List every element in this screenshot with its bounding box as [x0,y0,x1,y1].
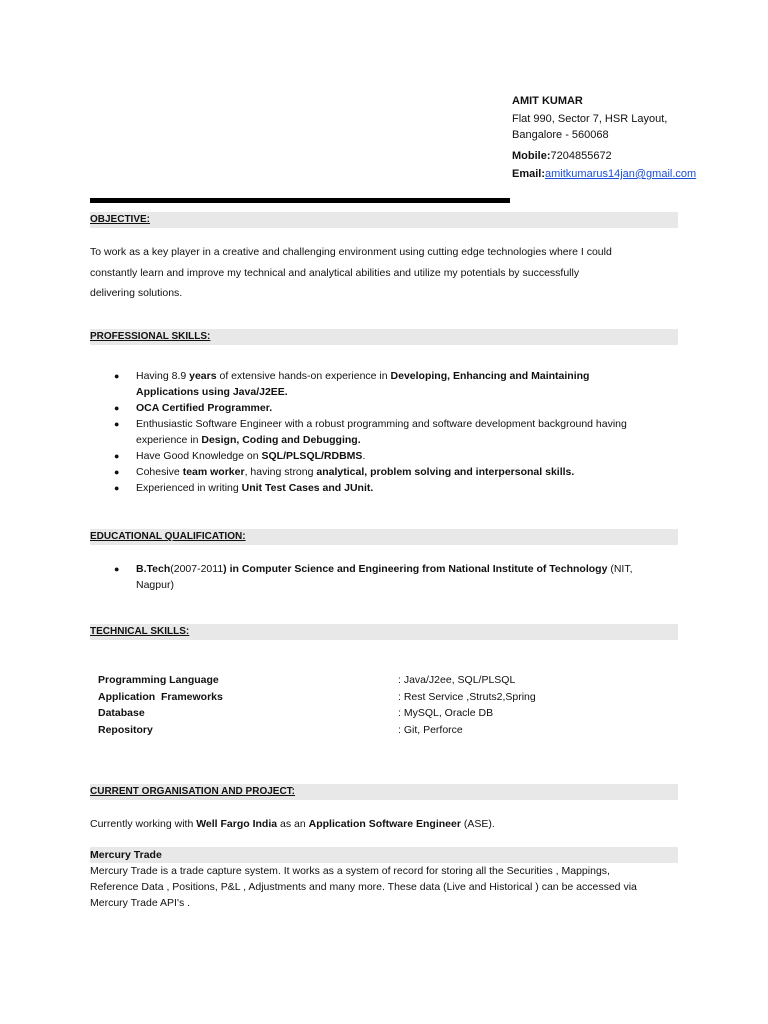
table-row [98,705,678,722]
org-text: (ASE). [460,818,495,830]
skill-values: : MySQL, Oracle DB [398,707,494,719]
skill-category: Programming Language [98,674,219,686]
current-organisation-heading: CURRENT ORGANISATION AND PROJECT: [90,784,678,800]
candidate-name: AMIT KUMAR [512,95,583,107]
bullet-icon: ● [114,451,120,461]
email-link[interactable]: amitkumarus14jan@gmail.com [545,168,697,180]
skill-emphasis: Applications using Java/J2EE. [136,386,288,398]
degree-name: B.Tech [136,563,171,575]
education-heading: EDUCATIONAL QUALIFICATION: [90,529,678,545]
objective-text [90,242,678,304]
degree-detail: ) in Computer Science and Engineering from National Institute of Technology [223,563,608,575]
address-line-1: Flat 990, Sector 7, HSR Layout, [512,113,668,125]
skill-text: of extensive hands-on experience in [216,370,391,382]
skill-text: experience in [136,434,202,446]
email-label: Email: [512,168,546,180]
list-item [110,448,678,464]
skill-category: Application Frameworks [98,690,223,703]
skill-values: : Git, Perforce [398,723,463,736]
project-line-2: Reference Data , Positions, P&L , Adjustments and many more. These data (Live and Historical ) can be accessed via [90,881,637,893]
skill-text: . [362,450,366,462]
skill-emphasis: Developing, Enhancing and Maintaining [390,370,590,382]
skill-text: Having 8.9 [136,370,190,382]
address-line-2: Bangalore - 560068 [512,129,609,141]
list-item [110,464,678,480]
skill-text: Cohesive [136,466,183,478]
bullet-icon: ● [114,371,120,381]
institute-city: Nagpur) [136,579,174,591]
skill-category: Repository [98,723,153,736]
skill-emphasis: team worker [182,466,245,478]
objective-line-2: constantly learn and improve my technical and analytical abilities and utilize my potentials by successfully [90,266,580,279]
skill-text: Enthusiastic Software Engineer with a robust programming and software development background having [136,418,627,430]
technical-skills-table [98,672,678,738]
bullet-icon: ● [114,483,120,493]
bullet-icon: ● [114,564,120,574]
org-text: as an [277,818,309,830]
objective-line-3: delivering solutions. [90,287,183,299]
skill-emphasis: SQL/PLSQL/RDBMS [261,450,363,462]
project-line-1: Mercury Trade is a trade capture system. It works as a system of record for storing all the Securities , Mappings, [90,865,610,877]
list-item [110,416,678,448]
skill-text: Have Good Knowledge on [136,450,262,462]
header-divider [90,198,510,203]
professional-skills-heading: PROFESSIONAL SKILLS: [90,329,678,345]
skill-text: , having strong [244,466,317,478]
email-line [512,165,752,183]
job-role: Application Software Engineer [308,818,461,830]
list-item [110,400,678,416]
mobile-label: Mobile: [512,150,551,162]
institute-short: (NIT, [607,563,633,575]
org-text: Currently working with [90,818,197,830]
project-line-3: Mercury Trade API's . [90,897,191,909]
skill-category: Database [98,707,145,719]
technical-skills-heading: TECHNICAL SKILLS: [90,624,678,640]
bullet-icon: ● [114,467,120,477]
bullet-icon: ● [114,419,120,429]
skill-values: : Java/J2ee, SQL/PLSQL [398,674,516,686]
skill-emphasis: years [189,370,217,382]
project-description [90,863,678,911]
professional-skills-list [110,368,678,496]
skill-emphasis: analytical, problem solving and interpersonal skills. [316,466,575,478]
education-list [110,561,678,593]
skill-text: Experienced in writing [136,482,242,494]
list-item [110,368,678,400]
bullet-icon: ● [114,403,120,413]
mobile-line [512,147,752,165]
table-row [98,689,678,706]
skill-emphasis: Unit Test Cases and JUnit. [241,482,374,494]
objective-heading: OBJECTIVE: [90,212,678,228]
objective-line-1: To work as a key player in a creative and challenging environment using cutting edge technologies where I could [90,246,612,258]
list-item [110,561,678,593]
mobile-number: 7204855672 [550,150,612,162]
skill-emphasis: Design, Coding and Debugging. [201,434,361,446]
list-item [110,480,678,496]
degree-years: (2007-2011 [170,563,224,575]
table-row [98,672,678,689]
skill-values: : Rest Service ,Struts2,Spring [398,690,536,703]
contact-header [512,93,752,183]
project-title: Mercury Trade [90,847,678,863]
org-name: Well Fargo India [196,818,278,830]
table-row [98,722,678,739]
skill-emphasis: OCA Certified Programmer. [136,402,273,414]
current-organisation-text [90,816,678,832]
